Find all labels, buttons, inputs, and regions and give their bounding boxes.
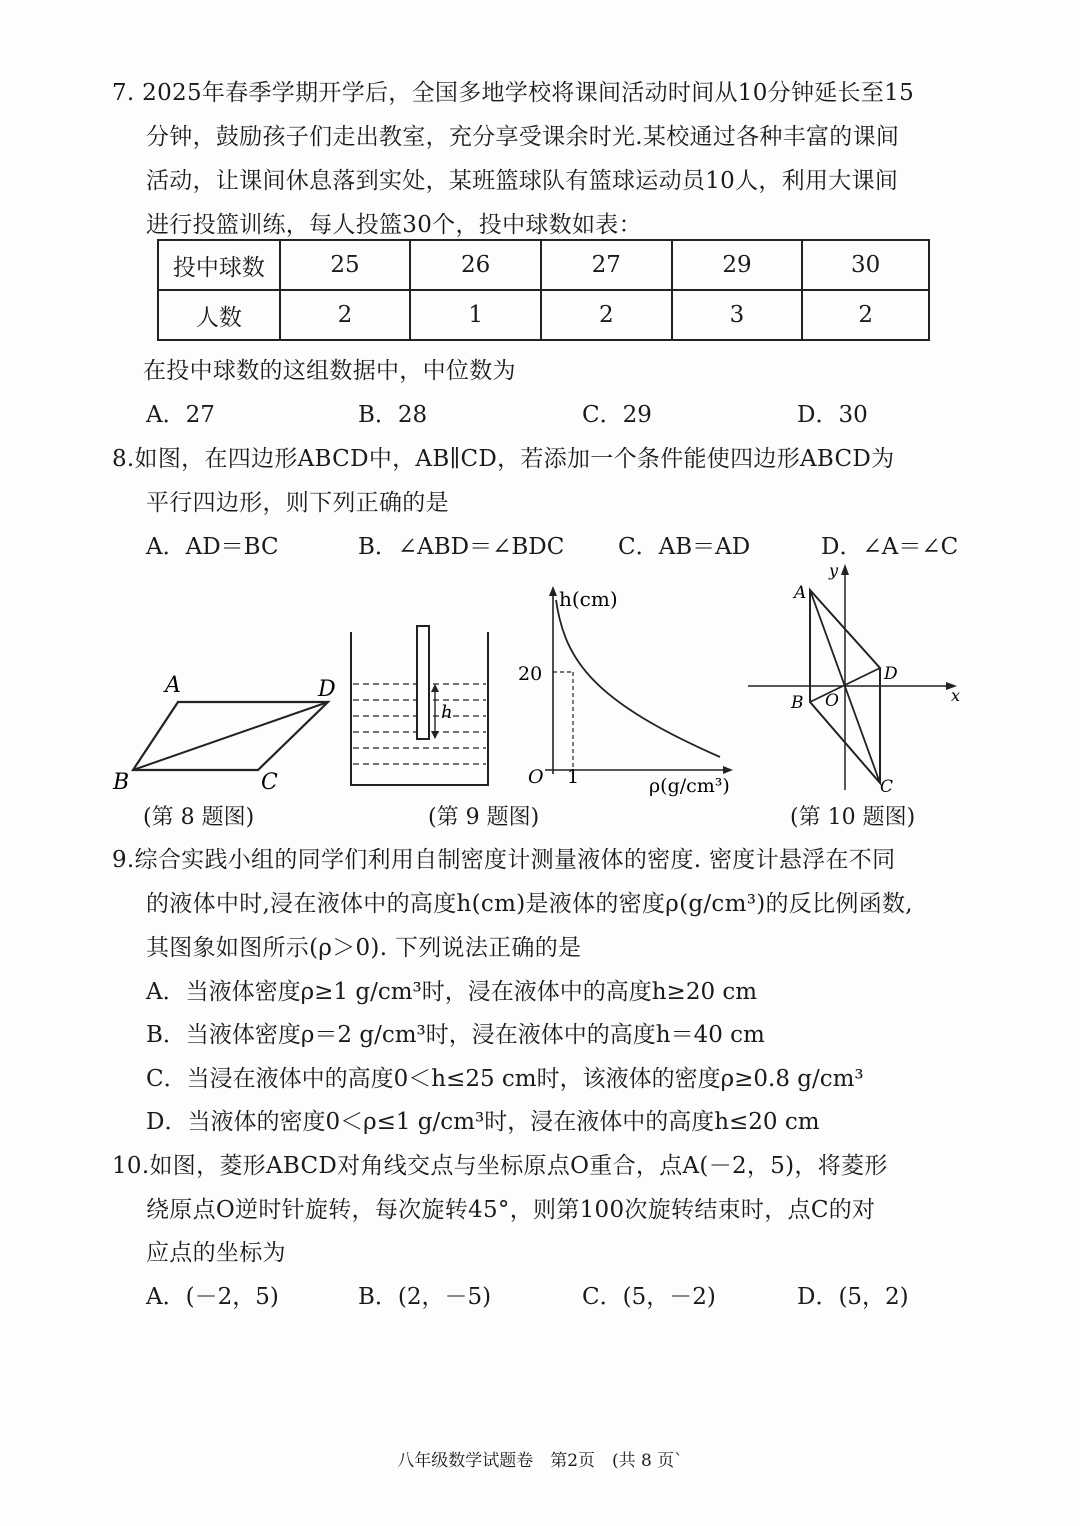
q10-option-c: C．(5，－2) [582, 1284, 716, 1310]
q9-line-2: 的液体中时,浸在液体中的高度h(cm)是液体的密度ρ(g/cm³)的反比例函数, [146, 891, 913, 917]
q8-option-a: A．AD＝BC [146, 534, 279, 560]
table-row [158, 290, 929, 340]
label-b: B [113, 770, 130, 795]
table-row-header: 投中球数 [158, 240, 280, 290]
table-cell: 26 [410, 240, 541, 290]
page-footer: 八年级数学试题卷 第2页 (共 8 页` [397, 1451, 683, 1471]
y-axis-arrow [549, 586, 557, 596]
figure-9-beaker [345, 622, 495, 792]
q9-line-3: 其图象如图所示(ρ＞0). 下列说法正确的是 [146, 935, 582, 961]
figure-10-caption: (第 10 题图) [790, 805, 916, 830]
q8-line-1: 8.如图，在四边形ABCD中，AB∥CD，若添加一个条件能使四边形ABCD为 [112, 446, 895, 472]
q10-line-2: 绕原点O逆时针旋转，每次旋转45°，则第100次旋转结束时，点C的对 [146, 1197, 876, 1223]
label-d: D [318, 677, 336, 702]
table-cell: 27 [541, 240, 672, 290]
q8-line-2: 平行四边形，则下列正确的是 [146, 490, 449, 516]
diagonal-bd [133, 702, 328, 770]
q9-option-d: D．当液体的密度0＜ρ≤1 g/cm³时，浸在液体中的高度h≤20 cm [146, 1109, 820, 1135]
origin-label: O [528, 766, 544, 788]
table-cell: 30 [802, 240, 929, 290]
label-b: B [791, 693, 804, 713]
score-table [157, 239, 930, 341]
q9-option-c: C．当浸在液体中的高度0＜h≤25 cm时，该液体的密度ρ≥0.8 g/cm³ [146, 1066, 864, 1092]
q7-option-b: B．28 [358, 402, 428, 428]
q7-question: 在投中球数的这组数据中，中位数为 [143, 358, 516, 384]
label-h: h [441, 702, 453, 723]
figure-8-parallelogram [108, 665, 348, 795]
table-cell: 2 [802, 290, 929, 340]
figure-9-graph [515, 582, 740, 797]
y-axis-arrow [841, 564, 849, 575]
q8-option-d: D．∠A＝∠C [821, 534, 959, 560]
q9-option-a: A．当液体密度ρ≥1 g/cm³时，浸在液体中的高度h≥20 cm [146, 979, 758, 1005]
figure-8-caption: (第 8 题图) [143, 805, 255, 830]
label-a: A [794, 583, 807, 603]
q10-line-3: 应点的坐标为 [146, 1240, 286, 1266]
y-axis-label: h(cm) [559, 587, 618, 611]
hydrometer-tube [417, 626, 429, 739]
hyperbola-curve [556, 600, 720, 757]
q7-line-3: 活动，让课间休息落到实处，某班篮球队有篮球运动员10人，利用大课间 [146, 168, 899, 194]
label-x: x [951, 686, 961, 705]
x-axis-label: ρ(g/cm³) [649, 775, 730, 797]
q7-line-2: 分钟，鼓励孩子们走出教室，充分享受课余时光.某校通过各种丰富的课间 [146, 124, 900, 150]
table-cell: 29 [672, 240, 803, 290]
table-cell: 2 [280, 290, 411, 340]
q10-option-d: D．(5，2) [797, 1284, 909, 1310]
tick-label-20: 20 [518, 663, 543, 685]
tick-label-1: 1 [567, 766, 580, 788]
arrow-head-down [431, 731, 439, 739]
table-row [158, 240, 929, 290]
arrow-head-up [431, 684, 439, 692]
label-c: C [261, 770, 278, 795]
label-d: D [884, 664, 898, 684]
q10-option-b: B．(2，－5) [358, 1284, 492, 1310]
q7-option-a: A．27 [146, 402, 215, 428]
q7-line-4: 进行投篮训练，每人投篮30个，投中球数如表： [146, 212, 642, 238]
label-a: A [165, 673, 181, 698]
q10-line-1: 10.如图，菱形ABCD对角线交点与坐标原点O重合，点A(－2，5)，将菱形 [112, 1153, 888, 1179]
q8-option-b: B．∠ABD＝∠BDC [358, 534, 565, 560]
label-y: y [829, 561, 839, 580]
table-cell: 25 [280, 240, 411, 290]
q10-option-a: A．(－2，5) [146, 1284, 279, 1310]
label-c: C [880, 777, 894, 797]
x-axis-arrow [723, 766, 733, 774]
table-row-header: 人数 [158, 290, 280, 340]
table-cell: 1 [410, 290, 541, 340]
q9-line-1: 9.综合实践小组的同学们利用自制密度计测量液体的密度. 密度计悬浮在不同 [112, 847, 896, 873]
figure-9-caption: (第 9 题图) [428, 805, 540, 830]
table-cell: 2 [541, 290, 672, 340]
figure-10-rhombus [743, 560, 973, 800]
q7-option-d: D．30 [797, 402, 868, 428]
q9-option-b: B．当液体密度ρ＝2 g/cm³时，浸在液体中的高度h＝40 cm [146, 1022, 765, 1048]
q7-option-c: C．29 [582, 402, 652, 428]
label-o: O [825, 691, 839, 711]
table-cell: 3 [672, 290, 803, 340]
q8-option-c: C．AB＝AD [618, 534, 751, 560]
q7-line-1: 7. 2025年春季学期开学后，全国多地学校将课间活动时间从10分钟延长至15 [112, 80, 915, 106]
